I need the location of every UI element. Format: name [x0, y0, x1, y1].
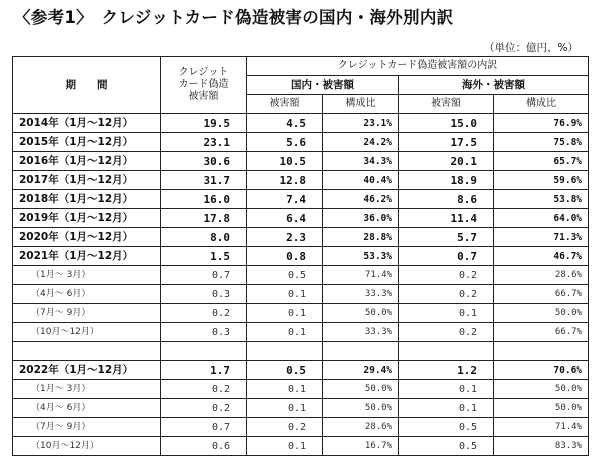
year-row: [13, 247, 589, 266]
domestic-amount-cell: 0.1: [247, 437, 323, 456]
overseas-amount-cell: 17.5: [399, 133, 494, 152]
overseas-amount-cell: 0.1: [399, 399, 494, 418]
overseas-amount-cell: 8.6: [399, 190, 494, 209]
domestic-amount-cell: 0.8: [247, 247, 323, 266]
overseas-ratio-cell: 70.6%: [494, 361, 589, 380]
overseas-ratio-cell: 66.7%: [494, 285, 589, 304]
period-cell: （10月～12月）: [13, 437, 161, 456]
domestic-ratio-header: 構成比: [323, 95, 399, 114]
domestic-ratio-cell: 23.1%: [323, 114, 399, 133]
domestic-ratio-cell: 50.0%: [323, 399, 399, 418]
period-cell: （1月～ 3月）: [13, 266, 161, 285]
total-header: [161, 57, 247, 114]
overseas-amount-cell: 0.2: [399, 266, 494, 285]
quarter-row: [13, 323, 589, 342]
overseas-amount-cell: 0.5: [399, 418, 494, 437]
overseas-amount-cell: 0.2: [399, 285, 494, 304]
spacer-cell: [399, 342, 494, 361]
period-cell: 2021年（1月～12月）: [13, 247, 161, 266]
period-cell: 2014年（1月～12月）: [13, 114, 161, 133]
total-header-line2: カード偽造: [178, 79, 229, 90]
spacer-cell: [494, 342, 589, 361]
year-row: [13, 361, 589, 380]
total-header-line3: 被害額: [188, 91, 219, 102]
total-cell: 16.0: [161, 190, 247, 209]
year-row: [13, 114, 589, 133]
overseas-ratio-cell: 59.6%: [494, 171, 589, 190]
domestic-ratio-cell: 50.0%: [323, 380, 399, 399]
overseas-ratio-cell: 76.9%: [494, 114, 589, 133]
spacer-cell: [247, 342, 323, 361]
domestic-ratio-cell: 36.0%: [323, 209, 399, 228]
domestic-header: 国内・被害額: [247, 76, 399, 95]
overseas-ratio-cell: 83.3%: [494, 437, 589, 456]
domestic-amount-cell: 0.1: [247, 380, 323, 399]
overseas-header: 海外・被害額: [399, 76, 589, 95]
domestic-amount-cell: 0.1: [247, 304, 323, 323]
domestic-ratio-cell: 50.0%: [323, 304, 399, 323]
domestic-ratio-cell: 28.8%: [323, 228, 399, 247]
spacer-row: [13, 342, 589, 361]
total-cell: 0.2: [161, 399, 247, 418]
quarter-row: [13, 266, 589, 285]
domestic-ratio-cell: 28.6%: [323, 418, 399, 437]
total-cell: 23.1: [161, 133, 247, 152]
quarter-row: [13, 285, 589, 304]
period-cell: 2020年（1月～12月）: [13, 228, 161, 247]
spacer-cell: [13, 342, 161, 361]
quarter-row: [13, 418, 589, 437]
period-cell: 2017年（1月～12月）: [13, 171, 161, 190]
domestic-amount-cell: 10.5: [247, 152, 323, 171]
total-cell: 0.2: [161, 380, 247, 399]
overseas-amount-cell: 0.1: [399, 304, 494, 323]
total-cell: 0.6: [161, 437, 247, 456]
year-row: [13, 190, 589, 209]
total-cell: 30.6: [161, 152, 247, 171]
overseas-amount-cell: 15.0: [399, 114, 494, 133]
overseas-ratio-cell: 46.7%: [494, 247, 589, 266]
period-cell: （4月～ 6月）: [13, 399, 161, 418]
fraud-breakdown-table: [12, 56, 589, 456]
unit-note: （単位：億円、%）: [484, 42, 578, 54]
domestic-amount-cell: 4.5: [247, 114, 323, 133]
domestic-ratio-cell: 24.2%: [323, 133, 399, 152]
period-cell: 2022年（1月～12月）: [13, 361, 161, 380]
total-cell: 8.0: [161, 228, 247, 247]
overseas-amount-cell: 0.7: [399, 247, 494, 266]
overseas-amount-cell: 0.2: [399, 323, 494, 342]
overseas-ratio-cell: 71.3%: [494, 228, 589, 247]
domestic-amount-cell: 0.1: [247, 399, 323, 418]
domestic-ratio-cell: 46.2%: [323, 190, 399, 209]
year-row: [13, 228, 589, 247]
overseas-ratio-cell: 50.0%: [494, 399, 589, 418]
quarter-row: [13, 399, 589, 418]
overseas-amount-cell: 5.7: [399, 228, 494, 247]
overseas-ratio-header: 構成比: [494, 95, 589, 114]
quarter-row: [13, 304, 589, 323]
domestic-ratio-cell: 33.3%: [323, 323, 399, 342]
overseas-ratio-cell: 50.0%: [494, 304, 589, 323]
total-cell: 1.7: [161, 361, 247, 380]
overseas-ratio-cell: 50.0%: [494, 380, 589, 399]
period-cell: （4月～ 6月）: [13, 285, 161, 304]
domestic-ratio-cell: 16.7%: [323, 437, 399, 456]
overseas-amount-cell: 20.1: [399, 152, 494, 171]
year-row: [13, 152, 589, 171]
domestic-amount-cell: 12.8: [247, 171, 323, 190]
overseas-amount-cell: 0.1: [399, 380, 494, 399]
spacer-cell: [323, 342, 399, 361]
period-cell: （1月～ 3月）: [13, 380, 161, 399]
total-header-line1: クレジット: [178, 67, 229, 78]
period-cell: 2016年（1月～12月）: [13, 152, 161, 171]
quarter-row: [13, 437, 589, 456]
quarter-row: [13, 380, 589, 399]
overseas-ratio-cell: 28.6%: [494, 266, 589, 285]
total-cell: 0.3: [161, 285, 247, 304]
period-header: 期 間: [13, 57, 161, 114]
total-cell: 31.7: [161, 171, 247, 190]
domestic-ratio-cell: 53.3%: [323, 247, 399, 266]
period-cell: 2019年（1月～12月）: [13, 209, 161, 228]
domestic-ratio-cell: 71.4%: [323, 266, 399, 285]
domestic-amount-cell: 5.6: [247, 133, 323, 152]
overseas-ratio-cell: 65.7%: [494, 152, 589, 171]
domestic-amount-cell: 0.1: [247, 323, 323, 342]
overseas-amount-cell: 18.9: [399, 171, 494, 190]
domestic-amount-cell: 0.5: [247, 266, 323, 285]
total-cell: 0.7: [161, 418, 247, 437]
period-cell: 2015年（1月～12月）: [13, 133, 161, 152]
period-cell: 2018年（1月～12月）: [13, 190, 161, 209]
overseas-amount-cell: 1.2: [399, 361, 494, 380]
domestic-ratio-cell: 33.3%: [323, 285, 399, 304]
year-row: [13, 133, 589, 152]
domestic-amount-cell: 7.4: [247, 190, 323, 209]
page-title: 〈参考1〉 クレジットカード偽造被害の国内・海外別内訳: [14, 8, 454, 27]
overseas-ratio-cell: 66.7%: [494, 323, 589, 342]
overseas-ratio-cell: 53.8%: [494, 190, 589, 209]
domestic-ratio-cell: 29.4%: [323, 361, 399, 380]
domestic-amount-cell: 0.5: [247, 361, 323, 380]
overseas-ratio-cell: 64.0%: [494, 209, 589, 228]
total-cell: 0.3: [161, 323, 247, 342]
total-cell: 0.2: [161, 304, 247, 323]
domestic-amount-cell: 2.3: [247, 228, 323, 247]
domestic-amount-cell: 6.4: [247, 209, 323, 228]
overseas-amount-header: 被害額: [399, 95, 494, 114]
overseas-ratio-cell: 75.8%: [494, 133, 589, 152]
breakdown-header: クレジットカード偽造被害額の内訳: [247, 57, 589, 76]
year-row: [13, 209, 589, 228]
total-cell: 17.8: [161, 209, 247, 228]
period-cell: （7月～ 9月）: [13, 418, 161, 437]
year-row: [13, 171, 589, 190]
overseas-amount-cell: 0.5: [399, 437, 494, 456]
domestic-amount-cell: 0.1: [247, 285, 323, 304]
domestic-ratio-cell: 40.4%: [323, 171, 399, 190]
period-cell: （10月～12月）: [13, 323, 161, 342]
period-cell: （7月～ 9月）: [13, 304, 161, 323]
spacer-cell: [161, 342, 247, 361]
overseas-ratio-cell: 71.4%: [494, 418, 589, 437]
total-cell: 0.7: [161, 266, 247, 285]
domestic-amount-cell: 0.2: [247, 418, 323, 437]
total-cell: 1.5: [161, 247, 247, 266]
domestic-amount-header: 被害額: [247, 95, 323, 114]
overseas-amount-cell: 11.4: [399, 209, 494, 228]
total-cell: 19.5: [161, 114, 247, 133]
domestic-ratio-cell: 34.3%: [323, 152, 399, 171]
